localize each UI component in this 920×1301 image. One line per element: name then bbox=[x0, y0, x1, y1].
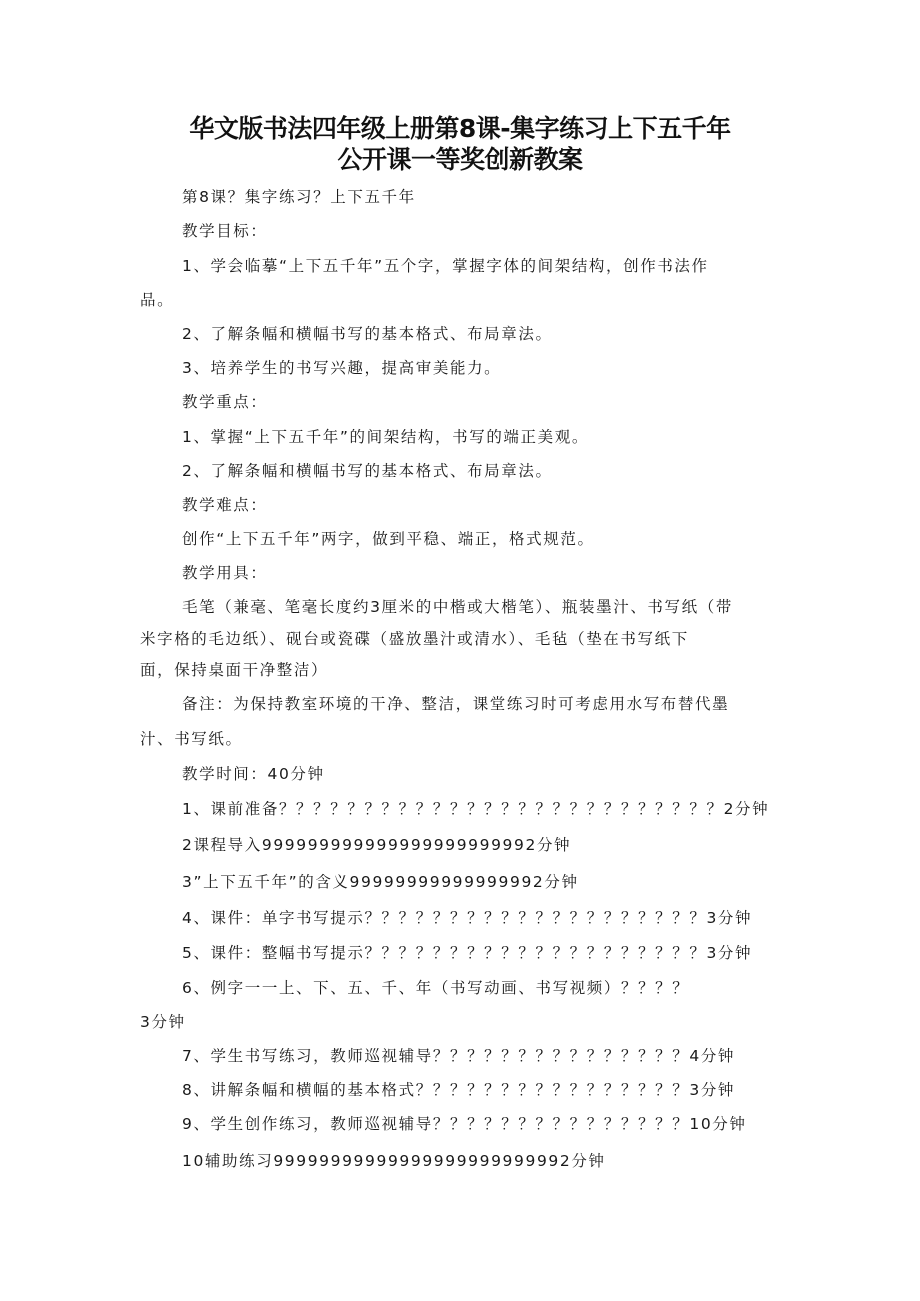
objective-1-line-2: 品。 bbox=[140, 291, 175, 309]
schedule-item-10: 10辅助练习99999999999999999999999992分钟 bbox=[182, 1152, 606, 1170]
objective-1-line-1: 1、学会临摹“上下五千年”五个字，掌握字体的间架结构，创作书法作 bbox=[182, 257, 709, 275]
lesson-heading: 第8课？集字练习？上下五千年 bbox=[182, 188, 416, 206]
tools-line-3: 面，保持桌面干净整洁） bbox=[140, 661, 329, 679]
schedule-item-9: 9、学生创作练习，教师巡视辅导？？？？？？？？？？？？？？？10分钟 bbox=[182, 1115, 747, 1133]
note-line-1: 备注：为保持教室环境的干净、整洁，课堂练习时可考虑用水写布替代墨 bbox=[182, 695, 730, 713]
tools-line-2: 米字格的毛边纸）、砚台或瓷碟（盛放墨汁或清水）、毛毡（垫在书写纸下 bbox=[140, 630, 689, 648]
document-title-line-2: 公开课一等奖创新教案 bbox=[337, 145, 583, 174]
schedule-item-2: 2课程导入999999999999999999999992分钟 bbox=[182, 836, 572, 854]
schedule-item-8: 8、讲解条幅和横幅的基本格式？？？？？？？？？？？？？？？？3分钟 bbox=[182, 1081, 736, 1099]
tools-line-1: 毛笔（兼毫、笔毫长度约3厘米的中楷或大楷笔）、瓶装墨汁、书写纸（带 bbox=[182, 598, 733, 616]
key-point-1: 1、掌握“上下五千年”的间架结构，书写的端正美观。 bbox=[182, 428, 589, 446]
objectives-label: 教学目标： bbox=[182, 222, 268, 240]
schedule-item-3: 3”上下五千年”的含义99999999999999992分钟 bbox=[182, 873, 579, 891]
schedule-item-6-line-2: 3分钟 bbox=[140, 1013, 186, 1031]
schedule-item-6-line-1: 6、例字一一上、下、五、千、年（书写动画、书写视频）？？？？ bbox=[182, 979, 690, 997]
teaching-time: 教学时间：40分钟 bbox=[182, 765, 325, 783]
key-points-label: 教学重点： bbox=[182, 393, 268, 411]
schedule-item-1: 1、课前准备？？？？？？？？？？？？？？？？？？？？？？？？？？2分钟 bbox=[182, 800, 770, 818]
document-title-line-1: 华文版书法四年级上册第8课-集字练习上下五千年 bbox=[189, 114, 731, 143]
key-point-2: 2、了解条幅和横幅书写的基本格式、布局章法。 bbox=[182, 462, 553, 480]
difficulty-label: 教学难点： bbox=[182, 496, 268, 514]
schedule-item-7: 7、学生书写练习，教师巡视辅导？？？？？？？？？？？？？？？4分钟 bbox=[182, 1047, 736, 1065]
schedule-item-4: 4、课件：单字书写提示？？？？？？？？？？？？？？？？？？？？3分钟 bbox=[182, 909, 753, 927]
schedule-item-5: 5、课件：整幅书写提示？？？？？？？？？？？？？？？？？？？？3分钟 bbox=[182, 944, 753, 962]
objective-2: 2、了解条幅和横幅书写的基本格式、布局章法。 bbox=[182, 325, 553, 343]
note-line-2: 汁、书写纸。 bbox=[140, 730, 243, 748]
objective-3: 3、培养学生的书写兴趣，提高审美能力。 bbox=[182, 359, 502, 377]
difficulty-text: 创作“上下五千年”两字，做到平稳、端正，格式规范。 bbox=[182, 530, 595, 548]
tools-label: 教学用具： bbox=[182, 564, 268, 582]
